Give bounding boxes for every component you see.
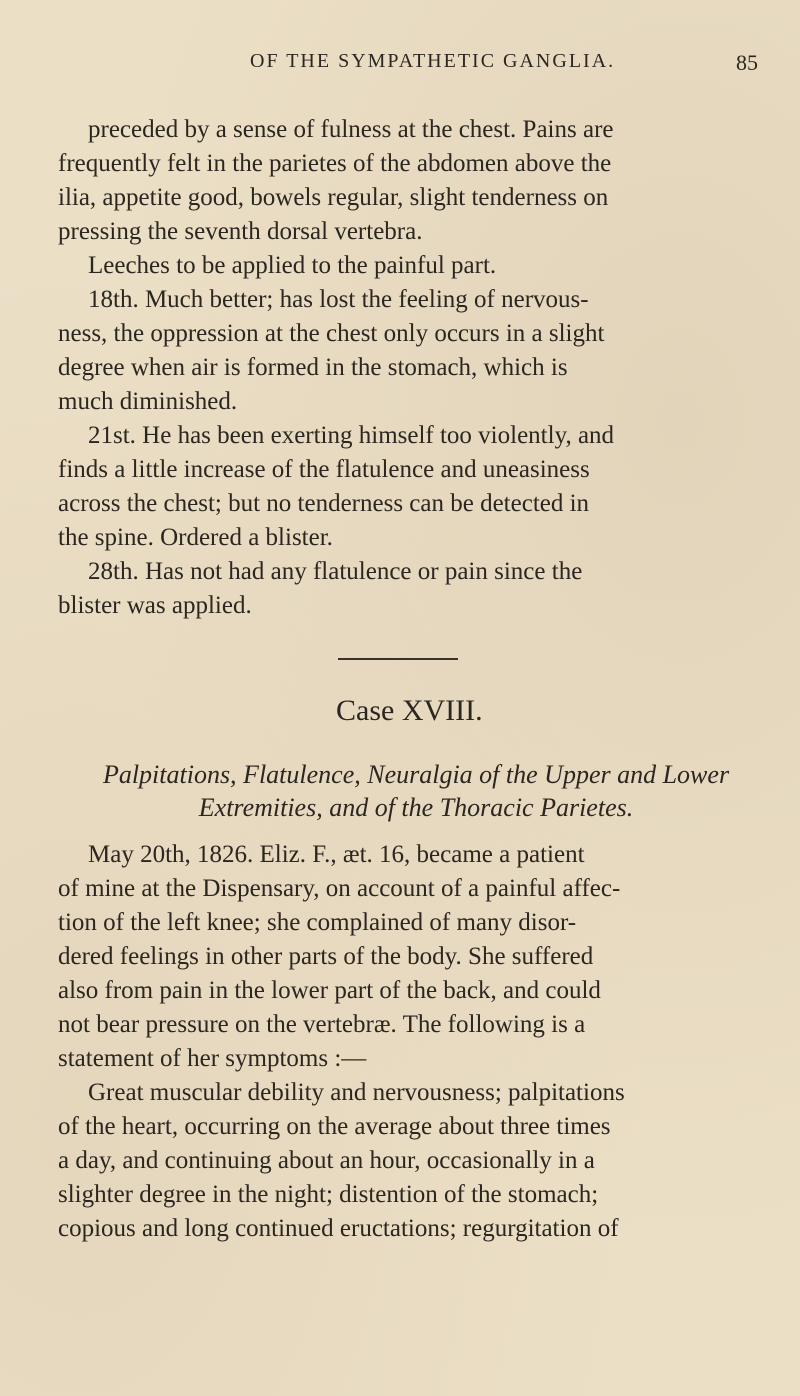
text-line: May 20th, 1826. Eliz. F., æt. 16, became a patient: [88, 841, 585, 868]
text-line: 21st. He has been exerting himself too violently, and: [88, 422, 615, 449]
text-line: frequently felt in the parietes of the abdomen above the: [58, 150, 612, 177]
text-line: ness, the oppression at the chest only occurs in a slight: [58, 320, 605, 347]
text-line: slighter degree in the night; distention of the stomach;: [58, 1181, 599, 1208]
text-line: also from pain in the lower part of the back, and could: [58, 977, 601, 1004]
text-line: ilia, appetite good, bowels regular, slight tenderness on: [58, 184, 609, 211]
section-divider: [338, 658, 458, 660]
text-line: of mine at the Dispensary, on account of a painful affec-: [58, 875, 621, 902]
text-line: dered feelings in other parts of the body. She suffered: [58, 943, 594, 970]
running-head: [0, 50, 800, 80]
paragraph-1: [58, 113, 778, 249]
text-line: 18th. Much better; has lost the feeling of nervous-: [88, 286, 589, 313]
text-line: preceded by a sense of fulness at the chest. Pains are: [88, 116, 614, 143]
text-line: degree when air is formed in the stomach, which is: [58, 354, 568, 381]
text-line: statement of her symptoms :—: [58, 1045, 367, 1072]
text-line: 28th. Has not had any flatulence or pain since the: [88, 558, 583, 585]
text-line: finds a little increase of the flatulence and uneasiness: [58, 456, 590, 483]
text-line: of the heart, occurring on the average about three times: [58, 1113, 611, 1140]
text-line: Leeches to be applied to the painful part.: [88, 252, 497, 279]
paragraph-5: [58, 555, 778, 623]
text-line: across the chest; but no tenderness can be detected in: [58, 490, 590, 517]
text-line: the spine. Ordered a blister.: [58, 524, 333, 551]
paragraph-4: [58, 419, 778, 555]
paragraph-7: [58, 1076, 778, 1246]
text-line: much diminished.: [58, 388, 238, 415]
text-line: a day, and continuing about an hour, occasionally in a: [58, 1147, 595, 1174]
subtitle-line: Extremities, and of the Thoracic Parietes.: [198, 793, 634, 822]
body-text-bottom: [58, 838, 778, 1246]
case-heading: Case XVIII.: [336, 694, 483, 727]
paragraph-6: [58, 838, 778, 1076]
subtitle-line: Palpitations, Flatulence, Neuralgia of the Upper and Lower: [102, 760, 730, 789]
text-line: copious and long continued eructations; regurgitation of: [58, 1215, 619, 1242]
paragraph-2: [58, 249, 778, 283]
page-number: 85: [736, 50, 758, 75]
text-line: pressing the seventh dorsal vertebra.: [58, 218, 423, 245]
paragraph-3: [58, 283, 778, 419]
running-title: OF THE SYMPATHETIC GANGLIA.: [250, 50, 616, 72]
text-line: tion of the left knee; she complained of many disor-: [58, 909, 577, 936]
body-text-top: [58, 113, 778, 623]
case-subtitle: [76, 758, 756, 824]
text-line: not bear pressure on the vertebræ. The following is a: [58, 1011, 586, 1038]
text-line: blister was applied.: [58, 592, 252, 619]
text-line: Great muscular debility and nervousness; palpitations: [88, 1079, 625, 1106]
